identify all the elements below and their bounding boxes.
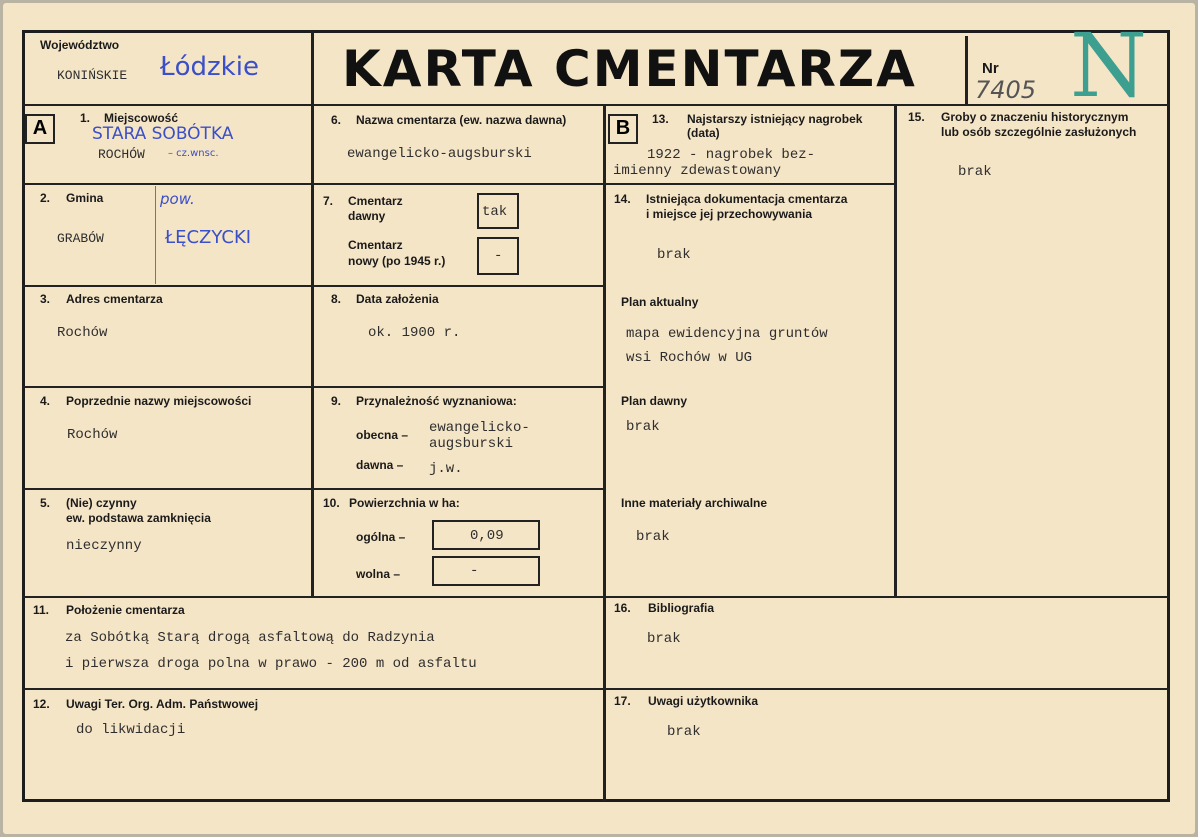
field-10-wolna-box [432, 556, 540, 586]
field-9-dawna-value: j.w. [429, 461, 463, 477]
field-6-label: Nazwa cmentarza (ew. nazwa dawna) [356, 113, 567, 127]
field-6-number: 6. [331, 113, 342, 127]
section-b-marker: B [608, 114, 638, 144]
divider [312, 183, 894, 185]
field-11-label: Położenie cmentarza [66, 603, 185, 617]
inne-materialy-label: Inne materiały archiwalne [621, 496, 768, 510]
field-4-number: 4. [40, 394, 51, 408]
divider [23, 488, 604, 490]
field-14-label-line1: Istniejąca dokumentacja cmentarza [646, 192, 848, 206]
page-title: KARTA CMENTARZA [342, 40, 917, 98]
field-17-label: Uwagi użytkownika [648, 694, 759, 708]
field-10-ogolna-label: ogólna – [356, 530, 406, 544]
field-13-line1: 1922 - nagrobek bez- [647, 147, 816, 163]
field-8-value: ok. 1900 r. [368, 325, 461, 341]
field-14-label-line2: i miejsce jej przechowywania [646, 207, 813, 221]
field-13-label-line2: (data) [687, 126, 720, 140]
field-9-dawna-label: dawna – [356, 458, 404, 472]
field-11-number: 11. [33, 603, 50, 617]
plan-aktualny-label: Plan aktualny [621, 295, 699, 309]
divider [965, 36, 968, 104]
field-2-handwritten: ŁĘCZYCKI [165, 227, 252, 248]
field-2-number: 2. [40, 191, 51, 205]
field-1-label: Miejscowość [104, 111, 179, 125]
field-11-line1: za Sobótką Starą drogą asfaltową do Radzynia [65, 630, 435, 646]
field-3-number: 3. [40, 292, 51, 306]
field-16-value: brak [647, 631, 681, 647]
field-10-number: 10. [323, 496, 340, 510]
field-11-line2: i pierwsza droga polna w prawo - 200 m od asfaltu [65, 656, 477, 672]
field-2-label: Gmina [66, 191, 104, 205]
field-6-value: ewangelicko-augsburski [347, 146, 532, 162]
field-3-value: Rochów [57, 325, 108, 341]
field-5-value: nieczynny [66, 538, 142, 554]
field-7-nowy-value: - [494, 248, 503, 264]
field-2-handwritten-pow: pow. [160, 190, 195, 208]
field-1-handwritten: STARA SOBÓTKA [92, 124, 234, 144]
divider [311, 31, 314, 597]
field-9-number: 9. [331, 394, 342, 408]
field-1-number: 1. [80, 111, 91, 125]
divider [23, 688, 1169, 690]
field-4-label: Poprzednie nazwy miejscowości [66, 394, 252, 408]
plan-dawny-label: Plan dawny [621, 394, 688, 408]
field-3-label: Adres cmentarza [66, 292, 163, 306]
plan-aktualny-line2: wsi Rochów w UG [626, 350, 753, 366]
field-13-label-line1: Najstarszy istniejący nagrobek [687, 112, 863, 126]
field-17-value: brak [667, 724, 701, 740]
field-14-value: brak [657, 247, 691, 263]
field-7-number: 7. [323, 194, 334, 208]
field-10-wolna-value: - [470, 563, 479, 579]
field-2-typed: GRABÓW [57, 231, 104, 246]
field-9-label: Przynależność wyznaniowa: [356, 394, 517, 408]
field-1-handwritten-note: – cz.wnsc. [168, 148, 219, 159]
inne-materialy-value: brak [636, 529, 670, 545]
field-7-dawny-line2: dawny [348, 209, 386, 223]
wojewodztwo-label: Województwo [40, 38, 120, 52]
field-9-obecna-label: obecna – [356, 428, 409, 442]
field-7-nowy-line1: Cmentarz [348, 238, 403, 252]
divider [23, 386, 604, 388]
field-8-label: Data założenia [356, 292, 439, 306]
field-10-ogolna-value: 0,09 [470, 528, 504, 544]
corner-mark: N [1070, 14, 1147, 117]
field-13-line2: imienny zdewastowany [613, 163, 782, 179]
field-5-number: 5. [40, 496, 51, 510]
field-4-value: Rochów [67, 427, 118, 443]
field-10-wolna-label: wolna – [356, 567, 401, 581]
nr-handwritten: 7405 [975, 76, 1037, 104]
field-15-label-line1: Groby o znaczeniu historycznym [941, 110, 1129, 124]
field-15-number: 15. [908, 110, 925, 124]
divider [23, 183, 312, 185]
field-9-obecna-line1: ewangelicko- [429, 420, 530, 436]
divider [894, 104, 897, 597]
field-7-nowy-line2: nowy (po 1945 r.) [348, 254, 446, 268]
wojewodztwo-handwritten: Łódzkie [160, 52, 259, 82]
field-12-value: do likwidacji [76, 722, 186, 738]
divider [603, 104, 606, 801]
field-12-number: 12. [33, 697, 50, 711]
wojewodztwo-typed: KONIŃSKIE [57, 68, 128, 83]
field-17-number: 17. [614, 694, 631, 708]
divider [23, 596, 1169, 598]
field-1-typed: ROCHÓW [98, 147, 145, 162]
field-5-label-line2: ew. podstawa zamknięcia [66, 511, 211, 525]
section-a-marker: A [25, 114, 55, 144]
nr-label: Nr [982, 60, 999, 77]
field-16-number: 16. [614, 601, 631, 615]
field-15-value: brak [958, 164, 992, 180]
divider [23, 285, 604, 287]
plan-dawny-value: brak [626, 419, 660, 435]
field-12-label: Uwagi Ter. Org. Adm. Państwowej [66, 697, 259, 711]
divider [155, 186, 156, 284]
divider [23, 104, 1169, 106]
field-9-obecna-line2: augsburski [429, 436, 514, 452]
field-5-label-line1: (Nie) czynny [66, 496, 137, 510]
field-13-number: 13. [652, 112, 669, 126]
field-10-label: Powierzchnia w ha: [349, 496, 460, 510]
field-7-dawny-value: tak [482, 204, 508, 220]
field-16-label: Bibliografia [648, 601, 715, 615]
field-8-number: 8. [331, 292, 342, 306]
field-7-dawny-line1: Cmentarz [348, 194, 403, 208]
field-15-label-line2: lub osób szczególnie zasłużonych [941, 125, 1137, 139]
form-frame [22, 30, 1170, 802]
plan-aktualny-line1: mapa ewidencyjna gruntów [626, 326, 828, 342]
field-14-number: 14. [614, 192, 631, 206]
